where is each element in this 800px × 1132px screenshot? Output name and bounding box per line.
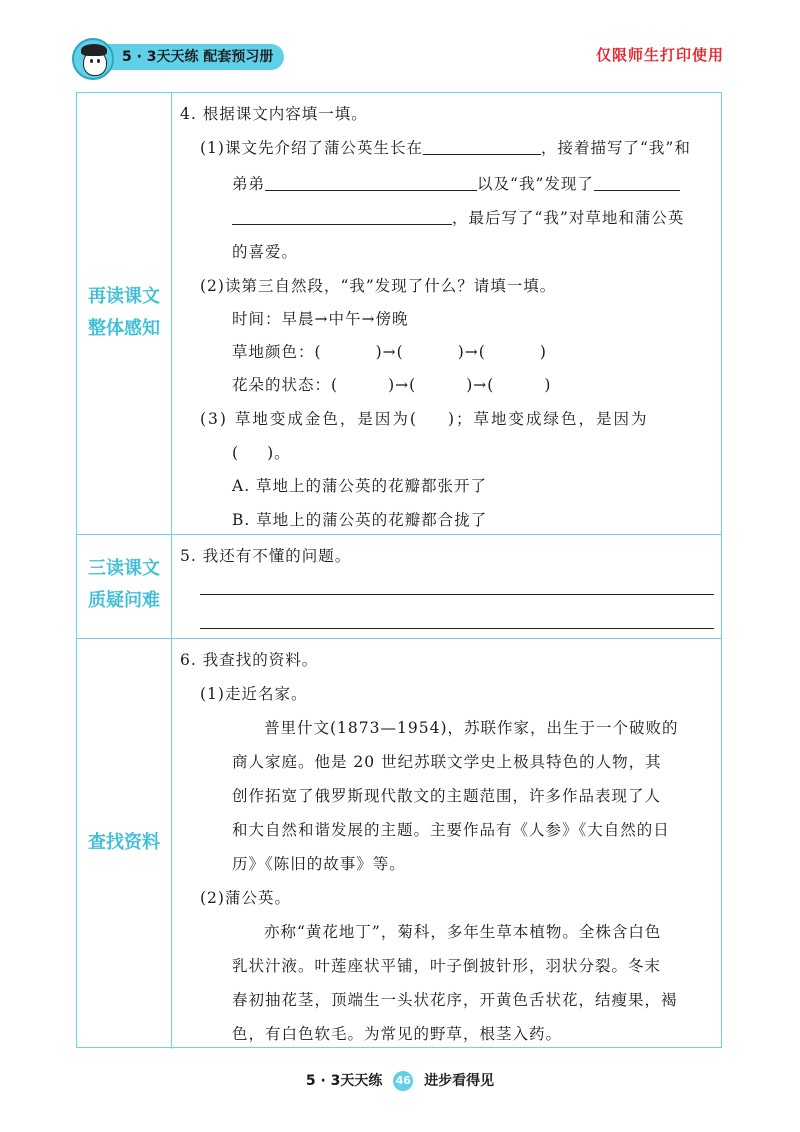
footer-brand: 5 · 3天天练 bbox=[305, 1073, 383, 1089]
page-header bbox=[0, 0, 800, 90]
q6-para1-line: 创作拓宽了俄罗斯现代散文的主题范围，许多作品表现了人 bbox=[232, 787, 662, 805]
fill-blank-discovery-cont[interactable] bbox=[232, 224, 452, 225]
fill-blank-discovery[interactable] bbox=[594, 190, 680, 191]
row-divider bbox=[77, 638, 721, 639]
q6-para1-line: 和大自然和谐发展的主题。主要作品有《人参》《大自然的日 bbox=[232, 821, 670, 839]
q4-part1-line4: 的喜爱。 bbox=[232, 243, 299, 261]
answer-line-1[interactable] bbox=[200, 594, 714, 595]
q4-title: 4. 根据课文内容填一填。 bbox=[180, 105, 368, 123]
q4-part2-title: (2)读第三自然段，“我”发现了什么？请填一填。 bbox=[200, 277, 557, 295]
q6-para1-line: 商人家庭。他是 20 世纪苏联文学史上极具特色的人物，其 bbox=[232, 753, 662, 771]
q4-part3-line1: (3) 草地变成金色，是因为( )；草地变成绿色，是因为 bbox=[200, 410, 649, 428]
fill-blank-brother[interactable] bbox=[265, 190, 477, 191]
mascot-logo-icon bbox=[72, 38, 114, 80]
row-divider bbox=[77, 534, 721, 535]
page-footer bbox=[0, 1070, 800, 1091]
q6-sub1: (1)走近名家。 bbox=[200, 685, 308, 703]
print-notice: 仅限师生打印使用 bbox=[595, 46, 724, 64]
q4-time-line: 时间：早晨→中午→傍晚 bbox=[232, 310, 409, 328]
q4-part3-line2: ( )。 bbox=[232, 444, 291, 462]
q4-flower-state-row: 花朵的状态：( )→( )→( ) bbox=[232, 376, 552, 394]
section-label-question: 三读课文 质疑问难 bbox=[88, 558, 160, 611]
q6-title: 6. 我查找的资料。 bbox=[180, 651, 319, 669]
q6-para2-line: 乳状汁液。叶莲座状平铺，叶子倒披针形，羽状分裂。冬末 bbox=[232, 957, 662, 975]
q6-sub2: (2)蒲公英。 bbox=[200, 889, 291, 907]
section-label-reread: 再读课文 整体感知 bbox=[88, 286, 160, 339]
brand-title: 5 · 3天天练 配套预习册 bbox=[100, 44, 284, 70]
q4-part1-line3: ，最后写了“我”对草地和蒲公英 bbox=[232, 206, 684, 228]
q5-title: 5. 我还有不懂的问题。 bbox=[180, 547, 352, 565]
section-label-research: 查找资料 bbox=[88, 832, 160, 853]
q4-option-b: B. 草地上的蒲公英的花瓣都合拢了 bbox=[232, 511, 488, 529]
q6-para2-line: 亦称“黄花地丁”，菊科，多年生草本植物。全株含白色 bbox=[264, 923, 662, 941]
column-divider bbox=[171, 93, 172, 1049]
worksheet-table bbox=[76, 92, 722, 1048]
q6-para1-line: 历》《陈旧的故事》等。 bbox=[232, 855, 406, 873]
q6-para2-line: 春初抽花茎，顶端生一头状花序，开黄色舌状花，结瘦果，褐 bbox=[232, 991, 678, 1009]
q4-option-a: A. 草地上的蒲公英的花瓣都张开了 bbox=[232, 477, 488, 495]
q6-para2-line: 色，有白色软毛。为常见的野草，根茎入药。 bbox=[232, 1025, 563, 1043]
fill-blank-location[interactable] bbox=[423, 154, 541, 155]
q4-part1-line2: 弟弟 以及“我”发现了 bbox=[232, 172, 680, 194]
q4-part1-line1: (1)课文先介绍了蒲公英生长在 ，接着描写了“我”和 bbox=[200, 139, 691, 157]
footer-slogan: 进步看得见 bbox=[424, 1073, 495, 1089]
page-number: 46 bbox=[393, 1071, 413, 1091]
answer-line-2[interactable] bbox=[200, 628, 714, 629]
q6-para1-line: 普里什文(1873—1954)，苏联作家，出生于一个破败的 bbox=[264, 719, 679, 737]
q4-grass-color-row: 草地颜色：( )→( )→( ) bbox=[232, 343, 547, 361]
